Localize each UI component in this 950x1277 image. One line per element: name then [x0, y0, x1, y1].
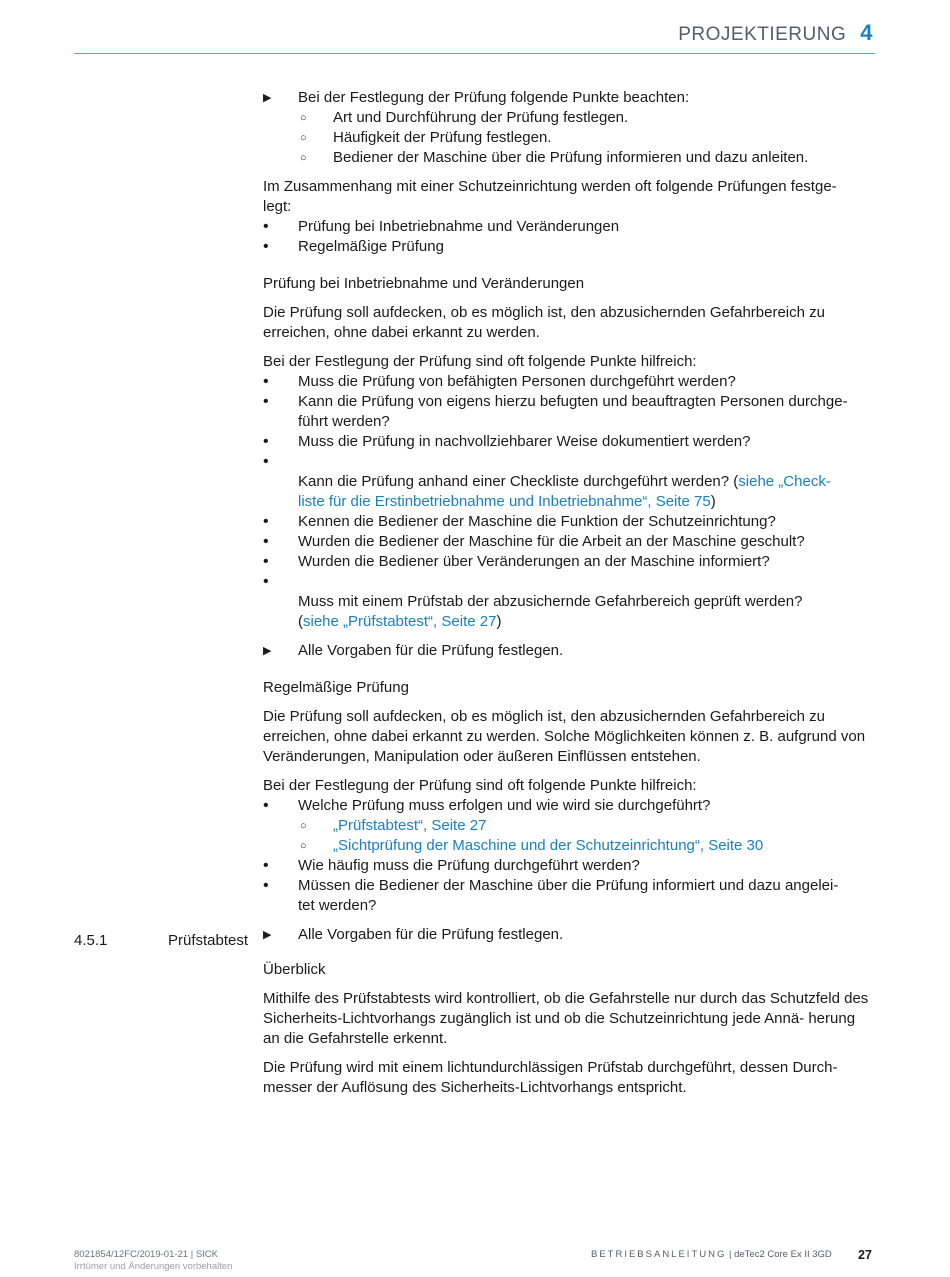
paragraph: Die Prüfung wird mit einem lichtundurchlässigen Prüfstab durchgeführt, dessen Durch- messer der Auflösung des Sicherheits-Lichtvorhangs entspricht.: [263, 1059, 838, 1096]
sub-list-item: ○ Art und Durchführung der Prüfung festlegen.: [300, 109, 629, 126]
list-item: • Muss mit einem Prüfstab der abzusichernde Gefahrbereich geprüft werden? (siehe „Prüfstabtest“, Seite 27): [263, 573, 803, 630]
dot-bullet-icon: •: [263, 433, 269, 450]
list-item: • Müssen die Bediener der Maschine über die Prüfung informiert und dazu angelei- tet werden?: [263, 877, 839, 914]
list-item: • Muss die Prüfung von befähigten Personen durchgeführt werden?: [263, 373, 736, 390]
circle-bullet-icon: ○: [300, 152, 307, 164]
list-item: • Wie häufig muss die Prüfung durchgeführt werden?: [263, 857, 640, 874]
section-451-content: [263, 960, 875, 1098]
dot-bullet-icon: •: [263, 553, 269, 570]
dot-bullet-icon: •: [263, 573, 269, 590]
list-item: • Muss die Prüfung in nachvollziehbarer Weise dokumentiert werden?: [263, 433, 751, 450]
dot-bullet-icon: •: [263, 453, 269, 470]
sub-list-item: ○ Bediener der Maschine über die Prüfung informieren und dazu anleiten.: [300, 149, 809, 166]
sichtpruefung-link[interactable]: „Sichtprüfung der Maschine und der Schutzeinrichtung“, Seite 30: [333, 837, 764, 854]
dot-bullet-icon: •: [263, 533, 269, 550]
dot-bullet-icon: •: [263, 373, 269, 390]
chapter-number: 4: [860, 20, 873, 45]
dot-bullet-icon: •: [263, 218, 269, 235]
footer-center: [591, 1249, 832, 1260]
dot-bullet-icon: •: [263, 877, 269, 894]
product-name: | deTec2 Core Ex II 3GD: [726, 1249, 832, 1260]
list-item: • Kennen die Bediener der Maschine die Funktion der Schutzeinrichtung?: [263, 513, 776, 530]
action-step: ▶ Bei der Festlegung der Prüfung folgende Punkte beachten:: [263, 89, 690, 106]
page-number: 27: [858, 1248, 872, 1262]
action-step: ▶ Alle Vorgaben für die Prüfung festlegen.: [263, 642, 564, 659]
pruefstabtest-link[interactable]: „Prüfstabtest“, Seite 27: [333, 817, 487, 834]
header: [678, 20, 873, 46]
list-item: • Kann die Prüfung von eigens hierzu befugten und beauftragten Personen durchge- führt werden?: [263, 393, 848, 430]
dot-bullet-icon: •: [263, 393, 269, 410]
section-title: Prüfstabtest: [168, 932, 249, 949]
footer-left: [74, 1249, 232, 1273]
action-step: ▶ Alle Vorgaben für die Prüfung festlegen.: [263, 926, 564, 943]
triangle-bullet-icon: ▶: [263, 92, 272, 104]
list-item: • Regelmäßige Prüfung: [263, 238, 444, 255]
circle-bullet-icon: ○: [300, 112, 307, 124]
section-heading: Prüfung bei Inbetriebnahme und Veränderungen: [263, 275, 585, 292]
pruefstabtest-link[interactable]: siehe „Prüfstabtest“, Seite 27: [303, 613, 497, 630]
subheading: Überblick: [263, 961, 326, 978]
manual-label: BETRIEBSANLEITUNG: [591, 1249, 727, 1260]
paragraph: Die Prüfung soll aufdecken, ob es möglich ist, den abzusichernden Gefahrbereich zu erreichen, ohne dabei erkannt zu werden.: [263, 304, 825, 341]
list-item: • Wurden die Bediener über Veränderungen an der Maschine informiert?: [263, 553, 770, 570]
circle-bullet-icon: ○: [300, 132, 307, 144]
list-item: • Welche Prüfung muss erfolgen und wie wird sie durchgeführt?: [263, 797, 711, 814]
paragraph: Bei der Festlegung der Prüfung sind oft folgende Punkte hilfreich:: [263, 353, 697, 370]
main-content: [263, 88, 875, 945]
list-item: • Prüfung bei Inbetriebnahme und Veränderungen: [263, 218, 620, 235]
sub-list-item: [263, 836, 875, 856]
dot-bullet-icon: •: [263, 513, 269, 530]
triangle-bullet-icon: ▶: [263, 645, 272, 657]
section-number: 4.5.1: [74, 932, 108, 949]
doc-id: 8021854/12FC/2019-01-21 | SICK: [74, 1249, 219, 1260]
header-title: PROJEKTIERUNG: [678, 24, 847, 45]
circle-bullet-icon: ○: [300, 820, 307, 832]
intro-paragraph: Im Zusammenhang mit einer Schutzeinrichtung werden oft folgende Prüfungen festge- legt:: [263, 178, 837, 215]
triangle-bullet-icon: ▶: [263, 929, 272, 941]
section-heading: Regelmäßige Prüfung: [263, 679, 409, 696]
list-item: • Wurden die Bediener der Maschine für die Arbeit an der Maschine geschult?: [263, 533, 805, 550]
list-item: • Kann die Prüfung anhand einer Checkliste durchgeführt werden? (siehe „Check- liste für die Erstinbetriebnahme und Inbetriebnahme“, Seite 75): [263, 453, 831, 510]
sub-list-item: ○ Häufigkeit der Prüfung festlegen.: [300, 129, 552, 146]
paragraph: Bei der Festlegung der Prüfung sind oft folgende Punkte hilfreich:: [263, 777, 697, 794]
checklist-link[interactable]: siehe „Check- liste für die Erstinbetriebnahme und Inbetriebnahme“, Seite 75: [298, 473, 831, 510]
header-rule: [74, 53, 875, 54]
dot-bullet-icon: •: [263, 238, 269, 255]
sub-list-item: [263, 816, 875, 836]
dot-bullet-icon: •: [263, 857, 269, 874]
disclaimer: Irrtümer und Änderungen vorbehalten: [74, 1261, 233, 1272]
circle-bullet-icon: ○: [300, 840, 307, 852]
paragraph: Mithilfe des Prüfstabtests wird kontrolliert, ob die Gefahrstelle nur durch das Schutzfeld des Sicherheits-Lichtvorhangs zugänglich ist und ob die Schutzeinrichtung jede Annä- herung an die Gefahrstelle erkennt.: [263, 990, 869, 1047]
dot-bullet-icon: •: [263, 797, 269, 814]
paragraph: Die Prüfung soll aufdecken, ob es möglich ist, den abzusichernden Gefahrbereich zu erreichen, ohne dabei erkannt zu werden. Solche Möglichkeiten können z. B. aufgrund von Veränderungen, Manipulation oder äußeren Einflüssen entstehen.: [263, 708, 866, 765]
